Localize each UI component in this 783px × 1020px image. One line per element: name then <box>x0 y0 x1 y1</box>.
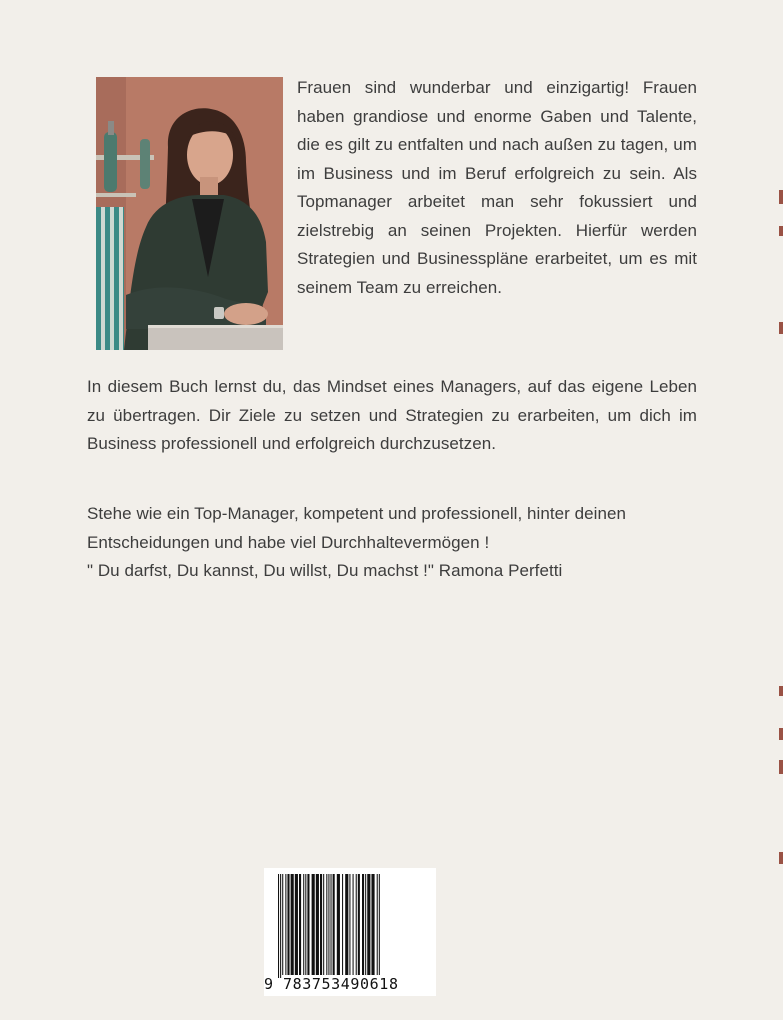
barcode-bar <box>337 874 340 978</box>
barcode-bar <box>371 874 374 978</box>
intro-paragraph: Frauen sind wunderbar und einzigartig! Frauen haben grandiose und enorme Gaben und Talente, die es gilt zu entfalten und nach außen zu tagen, um im Business und im Beruf erfolgreich zu sein. Als Topmanager arbeitet man sehr fokussiert und zielstrebig an seinen Projekten. Hierfür werden Strategien und Businesspläne erarbeitet, um es mit seinem Team zu erreichen. <box>297 78 697 297</box>
closing-statement: Stehe wie ein Top-Manager, kompetent und professionell, hinter deinen Entscheidungen und habe viel Durchhaltevermögen ! <box>87 504 626 552</box>
spine-edge-mark <box>779 852 783 864</box>
barcode-bar <box>326 874 327 978</box>
barcode-bar <box>299 874 301 978</box>
isbn-digits: 783753490618 <box>283 975 399 993</box>
barcode-bar <box>312 874 315 978</box>
barcode-bar <box>333 874 335 978</box>
barcode-bar <box>328 874 329 978</box>
book-description-paragraph: In diesem Buch lernst du, das Mindset eines Managers, auf das eigene Leben zu übertragen. Dir Ziele zu setzen und Strategien zu erarbeiten, um dich im Business professionell und erfolgreich durchzusetzen. <box>87 377 697 453</box>
barcode-bar <box>285 874 286 978</box>
barcode-bar <box>303 874 304 978</box>
barcode-bar <box>282 874 283 978</box>
barcode-bar <box>362 874 364 978</box>
barcode-bar <box>349 874 350 978</box>
author-photo-illustration <box>96 77 283 350</box>
barcode-bar <box>278 874 279 978</box>
barcode-bar <box>320 874 322 978</box>
barcode-bar <box>307 874 309 978</box>
spine-edge-mark <box>779 760 783 774</box>
barcode-bar <box>331 874 332 978</box>
barcode-bar <box>316 874 319 978</box>
barcode-bar <box>295 874 298 978</box>
spine-edge-mark <box>779 322 783 334</box>
isbn-first-digit: 9 <box>264 975 274 993</box>
barcode-bar <box>379 874 380 978</box>
barcode-bar <box>365 874 366 978</box>
author-quote: " Du darfst, Du kannst, Du willst, Du machst !" Ramona Perfetti <box>87 561 563 580</box>
closing-paragraph <box>87 500 697 586</box>
barcode-bar <box>356 874 357 978</box>
spine-edge-mark <box>779 190 783 204</box>
barcode-bar <box>291 874 294 978</box>
barcode-bar <box>287 874 289 978</box>
barcode-bar <box>358 874 360 978</box>
barcode-bar <box>345 874 348 978</box>
barcode-bar <box>342 874 343 978</box>
barcode-bar <box>353 874 354 978</box>
spine-edge-mark <box>779 728 783 740</box>
barcode-bar <box>377 874 378 978</box>
spine-edge-mark <box>779 686 783 696</box>
barcode-bar <box>280 874 281 978</box>
barcode-bar <box>323 874 324 978</box>
barcode-bar <box>305 874 306 978</box>
spine-edge-mark <box>779 226 783 236</box>
barcode-bar <box>367 874 370 978</box>
author-photo <box>96 77 283 350</box>
